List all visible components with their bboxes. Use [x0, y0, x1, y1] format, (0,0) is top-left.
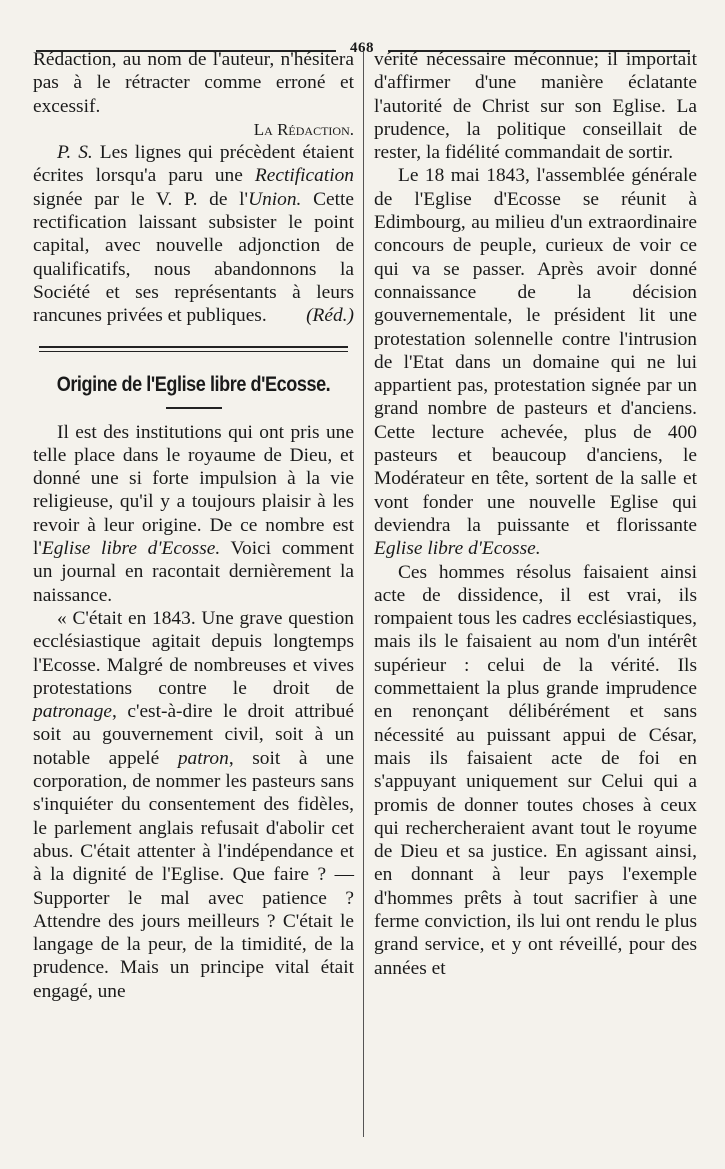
intro-italic: Eglise libre d'Ecosse.: [41, 538, 221, 560]
postscript-label: P. S.: [57, 142, 93, 164]
editorial-signature: La Rédaction.: [253, 119, 354, 139]
postscript-union: Union.: [248, 188, 302, 210]
postscript-text-2: signée par le V. P. de l': [33, 188, 249, 210]
column-divider: [363, 52, 364, 1137]
quote-text-2: , c'est-à-dire le droit attribué soit au gouvernement civil, soit à un notable appelé: [33, 701, 354, 769]
title-underline: [166, 407, 222, 409]
article-title: Origine de l'Eglise libre d'Ecosse.: [56, 372, 331, 396]
quote-patron: patron: [177, 747, 229, 769]
quote-text-1: « C'était en 1843. Une grave question ecclésiastique agitait depuis longtemps l'Ecosse. Malgré de nombreuses et vives protestations contre le droit de: [33, 607, 354, 699]
right-paragraph-2: [374, 164, 697, 560]
left-column: [33, 48, 354, 1003]
page-number: 468: [350, 40, 374, 56]
right-paragraph-2-italic: Eglise libre d'Ecosse.: [374, 538, 541, 560]
right-paragraph-1: vérité nécessaire méconnue; il importait d'affirmer d'une manière éclatante l'autorité de Christ sur son Eglise. La prudence, la politique conseillait de rester, la fidélité commandait de sortir.: [374, 49, 697, 164]
postscript-redaction-mark: (Réd.): [306, 305, 354, 327]
section-separator: [39, 346, 348, 352]
intro-text-1: Il est des institutions qui ont pris une telle place dans le royaume de Dieu, et donné une si forte impulsion à la vie religieuse, qu'il y a toujours plaisir à les revoir à leur origine. De ce nombre est l': [33, 421, 354, 560]
page-header: [36, 16, 690, 56]
postscript-text-1: Les lignes qui précèdent étaient écrites lorsqu'a paru une: [33, 142, 354, 187]
quote-text-3: , soit à une corporation, de nommer les pasteurs sans s'inquiéter du consentement des fidèles, le parlement anglais refusait d'abolir cet abus. C'était attenter à l'indépendance et à la dignité de l'Eglise. Que faire ? — Supporter le mal avec patience ? Attendre des jours meilleurs ? C'était le langage de la peur, de la timidité, de la prudence. Mais un principe vital était engagé, une: [33, 747, 354, 1002]
continuation-paragraph: Rédaction, au nom de l'auteur, n'hésitera pas à le rétracter comme erroné et excessif.: [33, 49, 354, 117]
right-paragraph-2-text: Le 18 mai 1843, l'assemblée générale de l'Eglise d'Ecosse se réunit à Edimbourg, au milieu d'un extraordinaire concours de peuple, curieux de voir ce qui va se passer. Après avoir donné connaissance de la décision gouvernementale, le président lit une protestation solennelle contre l'intrusion de l'Etat dans un domaine qui ne lui appartient pas, protestation signée par un grand nombre de pasteurs et d'anciens. Cette lecture achevée, plus de 400 pasteurs et beaucoup d'anciens, le Modérateur en tête, sortent de la salle et vont fonder une nouvelle Eglise qui deviendra la puissante et florissante: [374, 165, 697, 536]
intro-paragraph: [33, 421, 354, 607]
intro-text-2: Voici comment un journal en racontait dernièrement la naissance.: [33, 538, 354, 606]
postscript-paragraph: [33, 141, 354, 327]
right-column: [374, 48, 697, 980]
quote-patronage: patronage: [33, 701, 112, 723]
right-paragraph-3: Ces hommes résolus faisaient ainsi acte de dissidence, il est vrai, ils rompaient tous les cadres ecclésiastiques, mais ils le faisaient au nom d'un intérêt supérieur : celui de la vérité. Ils commettaient la plus grande imprudence en renonçant délibérément et sans nécessité au puissant appui de César, mais ils faisaient acte de foi en s'appuyant uniquement sur Celui qui a promis de donner toutes choses à ceux qui rechercheraient avant tout le royume de Dieu et sa justice. En agissant ainsi, en donnant à leur pays l'exemple d'hommes prêts à tout sacrifier à une ferme conviction, ils lui ont rendu le plus grand service, et y ont réveillé, pour des années et: [374, 561, 697, 979]
postscript-text-3: Cette rectification laissant subsister le point capital, avec nouvelle adjonction de qualificatifs, nous abandonnons la Société et ses représentants à leurs rancunes privées et publiques.: [33, 188, 354, 327]
quote-paragraph: [33, 607, 354, 1003]
postscript-rectification: Rectification: [254, 165, 354, 187]
